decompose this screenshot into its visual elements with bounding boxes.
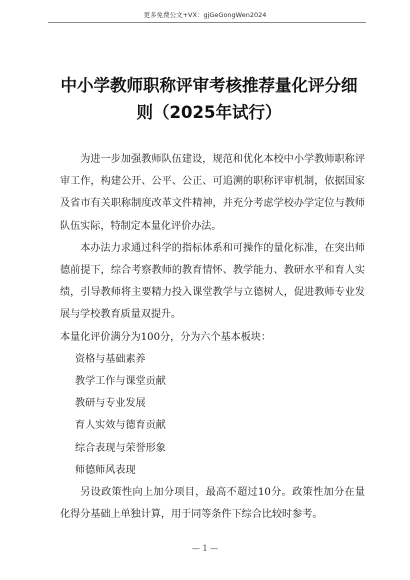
section-item: 资格与基础素养: [75, 353, 146, 365]
document-title: 中小学教师职称评审考核推荐量化评分细则（2025年试行）: [60, 76, 358, 122]
page-number: — 1 —: [191, 544, 219, 553]
header-note: 更多免费公文+VX：gjGeGongWen2024: [143, 11, 267, 19]
section-item: 教学工作与课堂贡献: [75, 376, 166, 388]
body-paragraph: 为进一步加强教师队伍建设，规范和优化本校中小学教师职称评审工作，构建公开、公平、公正、可追溯的职称评审机制，依据国家及省市有关职称制度改革文件精神，并充分考虑学校办学定位与教师队伍实际，特制定本量化评价办法。: [60, 154, 365, 232]
sections-intro: 本量化评价满分为100分，分为六个基本板块：: [60, 331, 272, 343]
closing-paragraph: 另设政策性向上加分项目，最高不超过10分。政策性加分在量化得分基础上单独计算，用于同等条件下综合比较时参考。: [60, 487, 365, 521]
section-item: 育人实效与德育贡献: [75, 420, 166, 432]
section-item: 师德师风表现: [75, 464, 136, 476]
header-divider: [48, 22, 366, 23]
section-item: 教研与专业发展: [75, 398, 146, 410]
section-item: 综合表现与荣誉形象: [75, 442, 166, 454]
body-paragraph: 本办法力求通过科学的指标体系和可操作的量化标准，在突出师德前提下，综合考察教师的教育情怀、教学能力、教研水平和育人实绩，引导教师将主要精力投入课堂教学与立德树人，促进教师专业发展与学校教育质量双提升。: [60, 242, 365, 321]
document-body: [60, 149, 365, 526]
